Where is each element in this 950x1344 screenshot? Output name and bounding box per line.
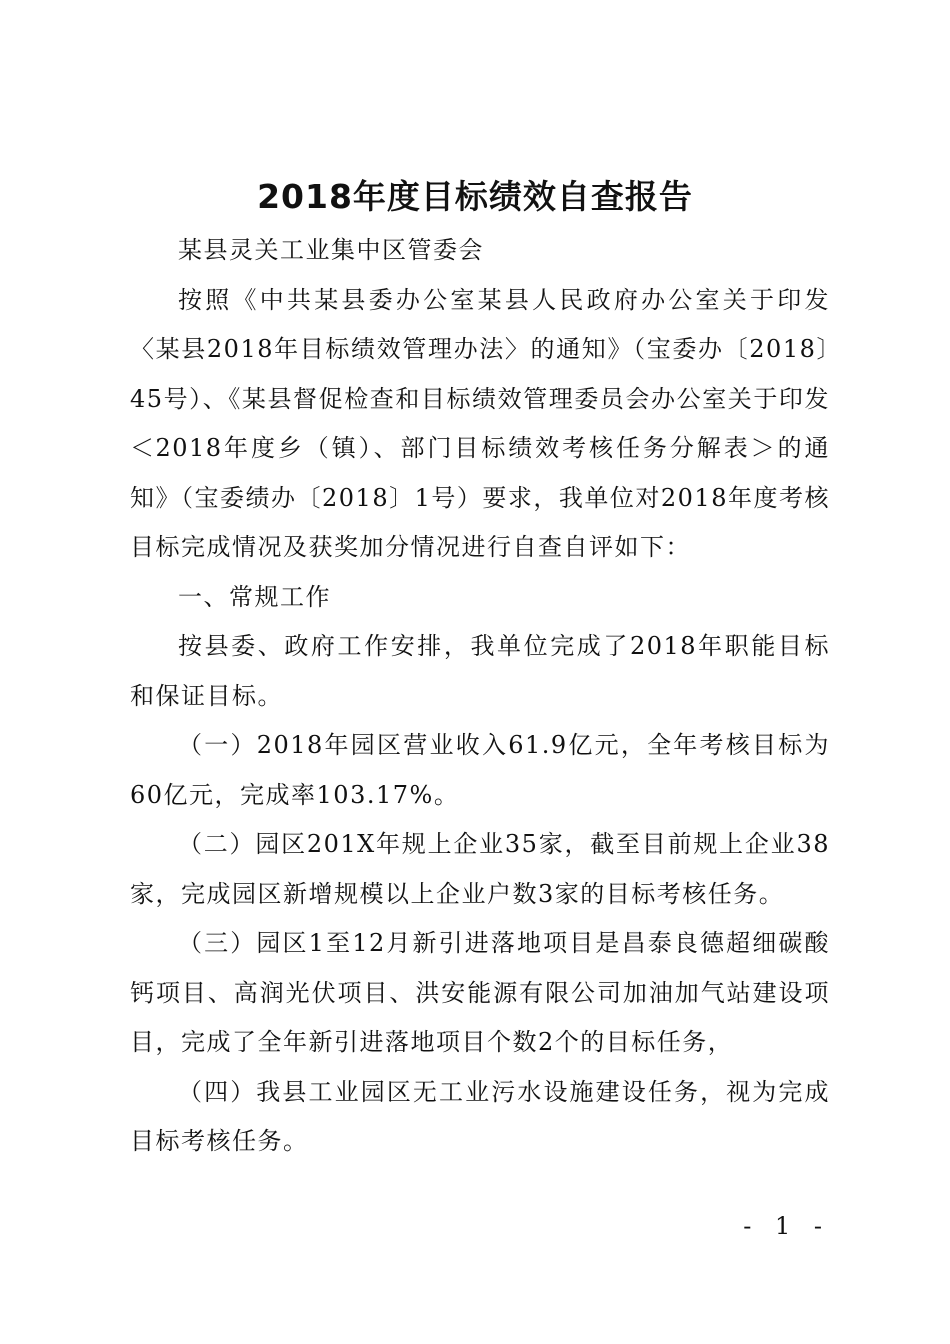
addressee: 某县灵关工业集中区管委会 [178,236,484,264]
document-body [130,226,830,1167]
page-number: - 1 - [743,1212,830,1240]
document-title: 2018年度目标绩效自查报告 [257,177,693,216]
paragraph-item-4: （四）我县工业园区无工业污水设施建设任务，视为完成目标考核任务。 [130,1077,830,1155]
paragraph-routine-summary: 按县委、政府工作安排，我单位完成了2018年职能目标和保证目标。 [130,632,830,710]
section-heading-routine-work: 一、常规工作 [178,582,331,611]
paragraph-item-2: （二）园区201X年规上企业35家，截至目前规上企业38家，完成园区新增规模以上企业户数3家的目标考核任务。 [130,830,830,908]
paragraph-intro: 按照《中共某县委办公室某县人民政府办公室关于印发〈某县2018年目标绩效管理办法〉的通知》（宝委办〔2018〕45号）、《某县督促检查和目标绩效管理委员会办公室关于印发＜2018年度乡（镇）、部门目标绩效考核任务分解表＞的通知》（宝委绩办〔2018〕1号）要求，我单位对2018年度考核目标完成情况及获奖加分情况进行自查自评如下： [130,285,830,561]
paragraph-item-3: （三）园区1至12月新引进落地项目是昌泰良德超细碳酸钙项目、高润光伏项目、洪安能源有限公司加油加气站建设项目，完成了全年新引进落地项目个数2个的目标任务， [130,929,830,1056]
paragraph-item-1: （一）2018年园区营业收入61.9亿元，全年考核目标为60亿元，完成率103.17%。 [130,731,830,809]
